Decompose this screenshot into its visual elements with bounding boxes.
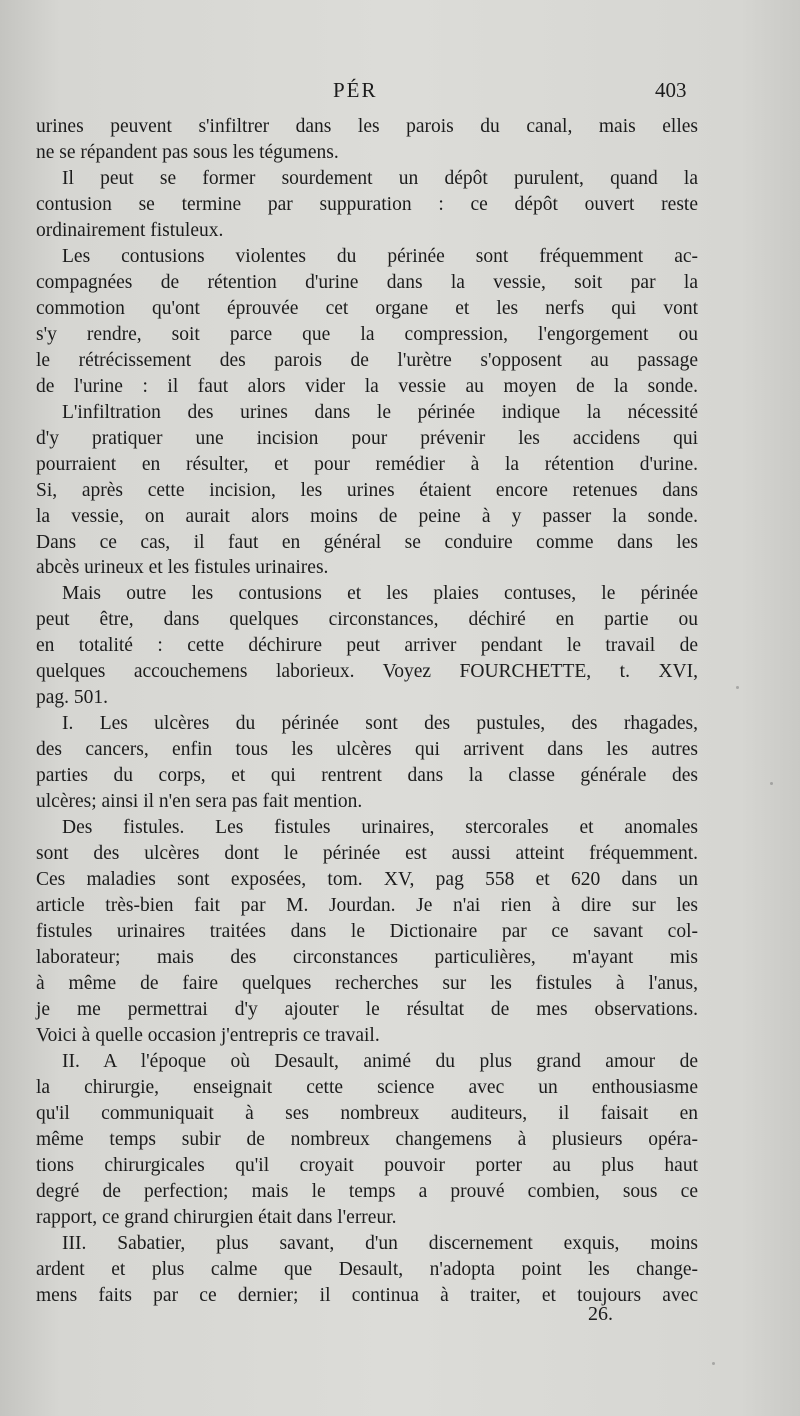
text-line: ardent et plus calme que Desault, n'adopta point les change- — [36, 1258, 698, 1280]
text-line: d'y pratiquer une incision pour prévenir les accidens qui — [36, 427, 698, 449]
running-head: PÉR — [333, 78, 378, 102]
text-line: degré de perfection; mais le temps a prouvé combien, sous ce — [36, 1180, 698, 1202]
text-line: L'infiltration des urines dans le périnée indique la nécessité — [62, 401, 698, 423]
text-line: III. Sabatier, plus savant, d'un discernement exquis, moins — [62, 1232, 698, 1254]
page-header — [0, 78, 800, 110]
text-line: qu'il communiquait à ses nombreux auditeurs, il faisait en — [36, 1102, 698, 1124]
text-line: s'y rendre, soit parce que la compression, l'engorgement ou — [36, 323, 698, 345]
text-line: abcès urineux et les fistules urinaires. — [36, 557, 329, 579]
text-line: Si, après cette incision, les urines étaient encore retenues dans — [36, 479, 698, 501]
text-line: des cancers, enfin tous les ulcères qui arrivent dans les autres — [36, 739, 698, 761]
body-text — [36, 114, 698, 1309]
text-line: pourraient en résulter, et pour remédier à la rétention d'urine. — [36, 453, 698, 475]
text-line: Ces maladies sont exposées, tom. XV, pag 558 et 620 dans un — [36, 869, 698, 891]
text-line: pag. 501. — [36, 687, 109, 709]
text-line: sont des ulcères dont le périnée est aussi atteint fréquemment. — [36, 843, 698, 865]
text-line: urines peuvent s'infiltrer dans les parois du canal, mais elles — [36, 116, 698, 137]
paper-speck — [770, 782, 773, 785]
text-line: Il peut se former sourdement un dépôt purulent, quand la — [62, 167, 698, 189]
text-line: article très-bien fait par M. Jourdan. Je n'ai rien à dire sur les — [36, 895, 698, 917]
signature-mark: 26. — [588, 1303, 613, 1325]
text-line: ulcères; ainsi il n'en sera pas fait mention. — [36, 791, 363, 813]
text-line: tions chirurgicales qu'il croyait pouvoir porter au plus haut — [36, 1154, 698, 1176]
text-line: même temps subir de nombreux changemens à plusieurs opéra- — [36, 1128, 698, 1150]
paper-speck — [712, 1362, 715, 1365]
text-line: la vessie, on aurait alors moins de peine à y passer la sonde. — [36, 505, 698, 527]
text-line: fistules urinaires traitées dans le Dictionaire par ce savant col- — [36, 921, 698, 943]
text-line: ne se répandent pas sous les tégumens. — [36, 141, 339, 163]
text-line: Des fistules. Les fistules urinaires, stercorales et anomales — [62, 817, 698, 839]
text-line: Dans ce cas, il faut en général se conduire comme dans les — [36, 531, 698, 553]
text-line: à même de faire quelques recherches sur les fistules à l'anus, — [36, 972, 698, 994]
text-line: compagnées de rétention d'urine dans la vessie, soit par la — [36, 271, 698, 293]
text-line: quelques accouchemens laborieux. Voyez FOURCHETTE, t. XVI, — [36, 661, 698, 683]
text-line: ordinairement fistuleux. — [36, 219, 224, 241]
text-line: Voici à quelle occasion j'entrepris ce travail. — [36, 1024, 380, 1046]
text-line: je me permettrai d'y ajouter le résultat de mes observations. — [36, 998, 698, 1020]
text-line: rapport, ce grand chirurgien était dans l'erreur. — [36, 1206, 397, 1228]
page-number: 403 — [655, 78, 687, 102]
text-line: commotion qu'ont éprouvée cet organe et les nerfs qui vont — [36, 297, 698, 319]
text-line: II. A l'époque où Desault, animé du plus grand amour de — [62, 1050, 698, 1072]
text-line: Mais outre les contusions et les plaies contuses, le périnée — [62, 583, 698, 605]
text-line: le rétrécissement des parois de l'urètre s'opposent au passage — [36, 349, 698, 371]
text-line: la chirurgie, enseignait cette science avec un enthousiasme — [36, 1076, 698, 1098]
text-line: de l'urine : il faut alors vider la vessie au moyen de la sonde. — [36, 375, 698, 397]
text-line: parties du corps, et qui rentrent dans la classe générale des — [36, 765, 698, 787]
text-line: I. Les ulcères du périnée sont des pustules, des rhagades, — [62, 713, 698, 735]
text-line: laborateur; mais des circonstances particulières, m'ayant mis — [36, 947, 698, 968]
paper-speck — [736, 686, 739, 689]
text-line: en totalité : cette déchirure peut arriver pendant le travail de — [36, 635, 698, 657]
text-line: mens faits par ce dernier; il continua à traiter, et toujours avec — [36, 1284, 698, 1306]
text-line: peut être, dans quelques circonstances, déchiré en partie ou — [36, 609, 698, 631]
text-line: contusion se termine par suppuration : ce dépôt ouvert reste — [36, 193, 698, 215]
text-line: Les contusions violentes du périnée sont fréquemment ac- — [62, 245, 698, 267]
